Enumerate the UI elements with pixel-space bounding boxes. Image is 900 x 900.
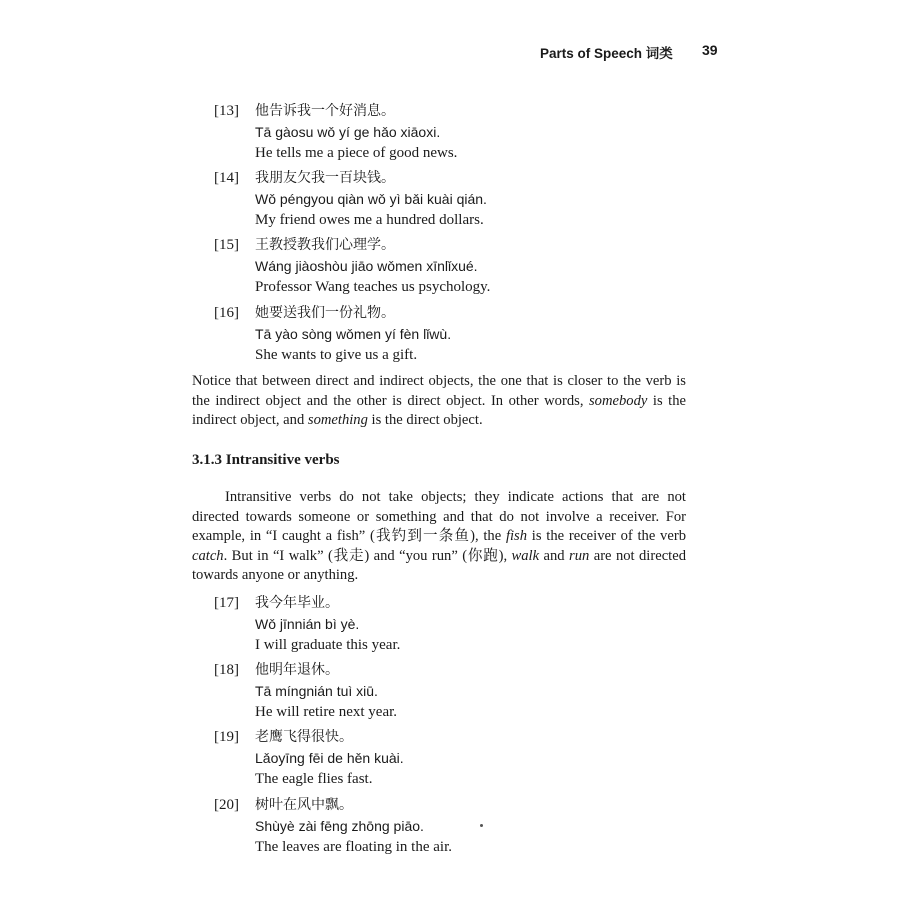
emphasis-run: run <box>569 547 590 564</box>
example-number: [17] <box>214 595 239 611</box>
emphasis-catch: catch <box>192 547 224 564</box>
page-number: 39 <box>702 42 718 58</box>
example-english: The eagle flies fast. <box>255 771 373 787</box>
example-pinyin: Tā gàosu wǒ yí ge hǎo xiāoxi. <box>255 124 441 140</box>
intransitive-paragraph: Intransitive verbs do not take objects; they indicate actions that are not directed towards someone or something and that do not involve a receiver. For example, in “I caught a fish” (我钓到一条鱼), the fish is the receiver of the verb catch. But in “I walk” (我走) and “you run” (你跑), walk and run are not directed towards anyone or anything. <box>192 489 687 583</box>
example-chinese: 他明年退休。 <box>255 662 339 678</box>
example-number: [19] <box>214 729 239 745</box>
example-english: I will graduate this year. <box>255 637 401 653</box>
example-chinese: 王教授教我们心理学。 <box>255 237 395 253</box>
emphasis-something: something <box>307 412 368 428</box>
example-pinyin: Wáng jiàoshòu jiāo wǒmen xīnlǐxué. <box>255 258 478 274</box>
example-pinyin: Tā míngnián tuì xiū. <box>255 683 378 699</box>
emphasis-walk: walk <box>511 547 540 564</box>
section-title: 3.1.3 Intransitive verbs <box>192 452 340 468</box>
example-chinese: 我今年毕业。 <box>255 595 339 611</box>
example-english: He tells me a piece of good news. <box>255 145 458 161</box>
example-chinese: 老鹰飞得很快。 <box>255 729 353 745</box>
print-speck <box>480 824 483 827</box>
example-pinyin: Tā yào sòng wǒmen yí fèn lǐwù. <box>255 326 452 342</box>
example-chinese: 他告诉我一个好消息。 <box>255 103 395 119</box>
emphasis-fish: fish <box>505 528 528 544</box>
example-english: My friend owes me a hundred dollars. <box>255 212 484 228</box>
example-pinyin: Wǒ péngyou qiàn wǒ yì bǎi kuài qián. <box>255 191 487 207</box>
example-number: [13] <box>214 103 239 119</box>
example-english: He will retire next year. <box>255 704 398 720</box>
example-pinyin: Wǒ jīnnián bì yè. <box>255 616 360 632</box>
example-english: She wants to give us a gift. <box>255 347 418 363</box>
example-english: The leaves are floating in the air. <box>255 839 452 855</box>
example-number: [16] <box>214 305 239 321</box>
example-number: [20] <box>214 797 239 813</box>
running-header <box>540 42 720 62</box>
example-pinyin: Shùyè zài fēng zhōng piāo. <box>255 818 424 834</box>
example-pinyin: Lǎoyīng fēi de hěn kuài. <box>255 750 404 766</box>
example-chinese: 我朋友欠我一百块钱。 <box>255 170 395 186</box>
example-number: [15] <box>214 237 239 253</box>
example-number: [18] <box>214 662 239 678</box>
example-number: [14] <box>214 170 239 186</box>
emphasis-somebody: somebody <box>589 392 648 409</box>
notice-paragraph: Notice that between direct and indirect objects, the one that is closer to the verb is the indirect object and the other is direct object. In other words, somebody is the indirect object, and something is the direct object. <box>192 373 686 428</box>
example-english: Professor Wang teaches us psychology. <box>255 279 491 295</box>
example-chinese: 她要送我们一份礼物。 <box>255 305 395 321</box>
header-title: Parts of Speech 词类 <box>540 46 673 61</box>
example-chinese: 树叶在风中飘。 <box>255 797 353 813</box>
